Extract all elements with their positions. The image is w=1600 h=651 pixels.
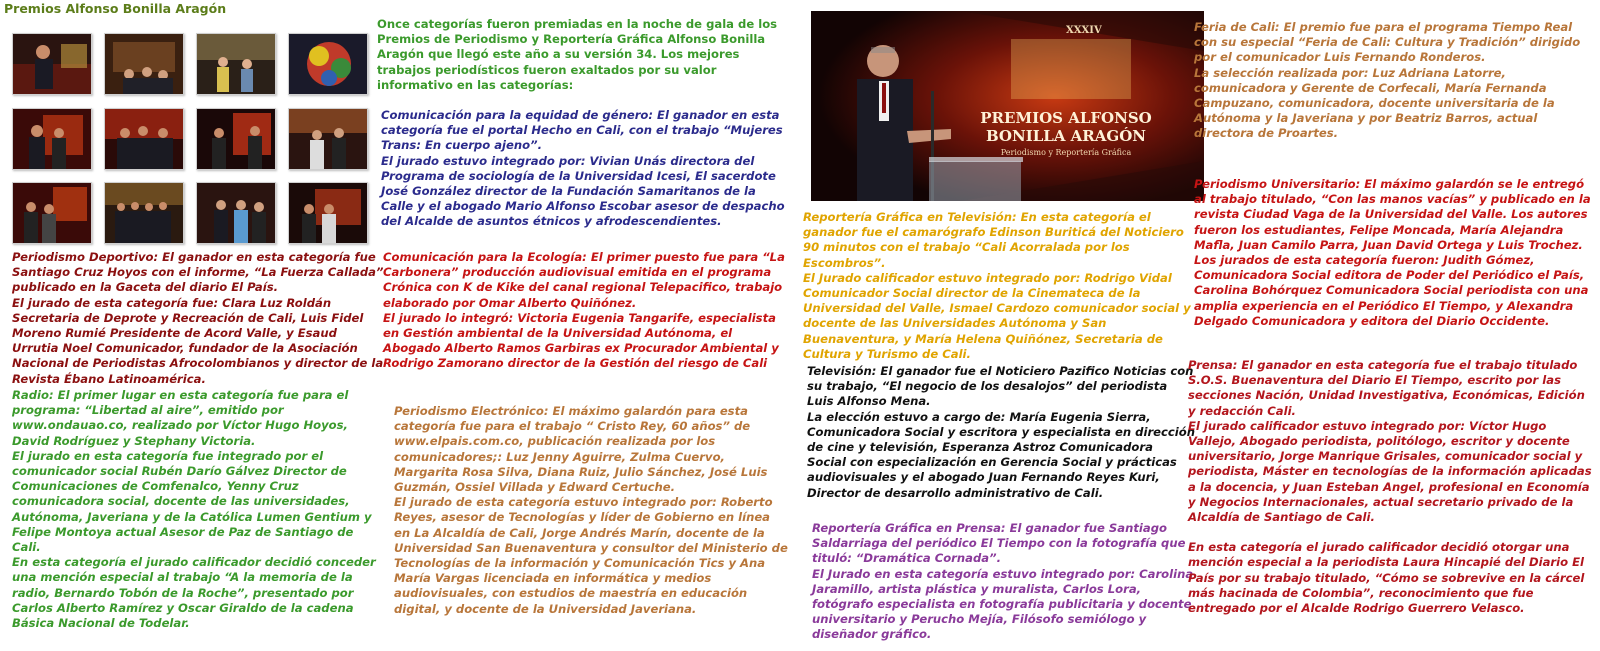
section-radio [12,388,384,631]
prensa-winner: Prensa: El ganador en esta categoría fue el trabajo titulado S.O.S. Buenaventura del Diario El Tiempo, escrito por las secciones Nación, Unidad Investigativa, Económicas, Edición y redacción Cali. [1188,358,1585,418]
universitario-text: Periodismo Universitario: El máximo galardón se le entregó al trabajo titulado, “Con las manos vacías” y publicado en la revista Ciudad Vaga de la Universidad del Valle. Los autores fueron los estudiantes, Felipe Moncada, María Alejandra Mafla, Juan Camilo Parra, Juan David Ortega y Luis Trochez. Los jurados de esta categoría fueron: Judith Gómez, Comunicadora Social editora de Poder del Periódico el País, Carolina Bohórquez Comunicadora Social periodista con una amplia experiencia en el Periódico El Tiempo, y Alexandra Delgado Comunicadora y editora del Diario Occidente. [1194,177,1591,328]
section-television [807,364,1195,501]
hero-line-1: PREMIOS ALFONSO [980,109,1152,127]
hero-line-2: BONILLA ARAGÓN [985,127,1147,145]
gallery-photo[interactable] [104,33,184,95]
deportivo-jury: El jurado de esta categoría fue: Clara Luz Roldán Secretaria de Deprote y Recreación de Cali, Luis Fidel Moreno Rumié Presidente de Acord Valle, y Esaud Urrutia Noel Comunicador, fundador de la Asociación Nacional de Periodistas Afrocolombianos y director de la Revista Ébano Latinoamérica. [12,295,384,386]
genero-winner: Comunicación para la equidad de género: El ganador en esta categoría fue el portal Hecho en Cali, con el trabajo “Mujeres Trans: En cuerpo ajeno”. [381,108,783,153]
tv-grafica-jury: El Jurado calificador estuvo integrado por: Rodrigo Vidal Comunicador Social director de la Cinemateca de la Universidad del Valle, Ismael Cardozo comunicador social y docente de las Universidades Autónoma y San Buenaventura, y María Helena Quiñónez, Secretaria de Cultura y Turismo de Cali. [803,270,1191,361]
electronico-jury: El jurado de esta categoría estuvo integrado por: Roberto Reyes, asesor de Tecnologías y líder de Gobierno en línea en La Alcaldía de Cali, Jorge Andrés Marín, docente de la Universidad San Buenaventura y consultor del Ministerio de Tecnologías de la información y Comunicación Tics y Ana María Vargas licenciada en informática y medios audiovisuales, con estudios de maestría en educación digital, y docente de la Universidad Javeriana. [394,495,788,616]
gallery-photo[interactable] [196,108,276,170]
gallery-photo[interactable] [12,33,92,95]
section-prensa [1188,358,1594,616]
television-winner: Televisión: El ganador fue el Noticiero Pazifico Noticias con su trabajo, “El negocio de los desalojos” del periodista Luis Alfonso Mena. [807,364,1194,409]
genero-jury: El jurado estuvo integrado por: Vivian Unás directora del Programa de sociología de la Universidad Icesi, El sacerdote José González director de la Fundación Samaritanos de la Calle y el abogado Mario Alfonso Escobar asesor de despacho del Alcalde de asuntos étnicos y afrodescendientes. [381,153,785,229]
section-ecologia [383,250,789,372]
gallery-photo[interactable] [12,108,92,170]
ecologia-jury: El jurado lo integró: Victoria Eugenia Tangarife, especialista en Gestión ambiental de la Universidad Autónoma, el Abogado Alberto Ramos Garbiras ex Procurador Ambiental y Rodrigo Zamorano director de la Gestión del riesgo de Cali [383,310,779,371]
intro-paragraph [377,17,789,93]
section-deportivo [12,250,384,387]
gallery-photo[interactable] [104,108,184,170]
tv-grafica-winner: Reportería Gráfica en Televisión: En esta categoría el ganador fue el camarógrafo Edinson Buriticá del Noticiero 90 minutos con el trabajo “Cali Acorralada por los Escombros”. [803,210,1184,270]
hero-line-3: Periodismo y Reportería Gráfica [1000,148,1132,157]
prensa-spacer [1188,525,1594,540]
television-jury: La elección estuvo a cargo de: María Eugenia Sierra, Comunicadora Social y escritora y especialista en dirección de cine y televisión, Esperanza Astroz Comunicadora Social con especialización en Gerencia Social y prácticas audiovisuales y el abogado Juan Fernando Reyes Kuri, Director de desarrollo administrativo de Cali. [807,409,1195,500]
ecologia-winner: Comunicación para la Ecología: El primer puesto fue para “La Carbonera” producción audiovisual emitida en el programa Crónica con K de Kike del canal regional Telepacifico, trabajo elaborado por Omar Alberto Quiñónez. [383,250,785,310]
section-electronico [394,404,789,617]
hero-edition: XXXIV [1066,25,1102,36]
section-prensa-grafica [812,521,1195,643]
feria-winner: Feria de Cali: El premio fue para el programa Tiempo Real con su especial “Feria de Cali: Cultura y Tradición” dirigido por el comunicador Luis Fernando Ronderos. [1194,20,1581,65]
radio-mention: En esta categoría el jurado calificador decidió conceder una mención especial al trabajo “A la memoria de la radio, Bernardo Tobón de la Roche”, presentado por Carlos Alberto Ramírez y Oscar Giraldo de la cadena Básica Nacional de Todelar. [12,555,376,631]
gallery-photo[interactable] [104,182,184,244]
feria-jury: La selección realizada por: Luz Adriana Latorre, comunicadora y Gerente de Corfecali, María Fernanda Campuzano, comunicadora, docente universitaria de la Autónoma y la Javeriana y por Beatriz Barros, actual directora de Proartes. [1194,65,1555,141]
gallery-photo[interactable] [196,33,276,95]
prensa-mention: En esta categoría el jurado calificador decidió otorgar una mención especial a la periodista Laura Hincapié del Diario El País por su trabajo titulado, “Cómo se sobrevive en la cárcel más hacinada de Colombia”, reconocimiento que fue entregado por el Alcalde Rodrigo Guerrero Velasco. [1188,540,1585,616]
radio-jury: El jurado en esta categoría fue integrado por el comunicador social Rubén Darío Gálvez Director de Comunicaciones de Comfenalco, Yenny Cruz comunicadora social, docente de las universidades, Autónoma, Javeriana y de la Católica Lumen Gentium y Felipe Montoya actual Asesor de Paz de Santiago de Cali. [12,448,372,555]
radio-winner: Radio: El primer lugar en esta categoría fue para el programa: “Libertad al aire”, emitido por www.ondauao.co, realizado por Víctor Hugo Hoyos, David Rodríguez y Stephany Victoria. [12,388,349,448]
section-universitario [1194,177,1594,329]
electronico-winner: Periodismo Electrónico: El máximo galardón para esta categoría fue para el trabajo “ Cristo Rey, 60 años” de www.elpais.com.co, publicación realizada por los comunicadores;: Luz Jenny Aguirre, Zulma Cuervo, Margarita Rosa Silva, Diana Ruiz, Julio Sánchez, José Luis Guzmán, Ossiel Villada y Edward Certuche. [394,404,768,495]
page-title: Premios Alfonso Bonilla Aragón [4,1,227,16]
section-feria [1194,20,1594,142]
gallery-photo[interactable] [196,182,276,244]
hero-photo[interactable] [811,11,1204,201]
prensa-grafica-winner: Reportería Gráfica en Prensa: El ganador fue Santiago Saldarriaga del periódico El Tiempo con la fotografía que tituló: “Dramática Cornada”. [812,521,1186,566]
gallery-photo[interactable] [288,182,368,244]
deportivo-winner: Periodismo Deportivo: El ganador en esta categoría fue Santiago Cruz Hoyos con el informe, “La Fuerza Callada” publicado en la Gaceta del diario El País. [12,250,384,295]
intro-text: Once categorías fueron premiadas en la noche de gala de los Premios de Periodismo y Reportería Gráfica Alfonso Bonilla Aragón que llegó este año a su versión 34. Los mejores trabajos periodísticos fueron exaltados por su valor informativo en las categorías: [377,17,778,92]
prensa-jury: El jurado calificador estuvo integrado por: Víctor Hugo Vallejo, Abogado periodista, politólogo, escritor y docente universitario, Jorge Manrique Grisales, comunicador social y periodista, Máster en tecnologías de la información aplicadas a la docencia, y Juan Esteban Angel, profesional en Economía y Negocios Internacionales, actual secretario privado de la Alcaldía de Santiago de Cali. [1188,418,1592,525]
gallery-photo[interactable] [288,108,368,170]
section-tv-grafica [803,210,1195,362]
section-genero [381,108,789,230]
prensa-grafica-jury: El Jurado en esta categoría estuvo integrado por: Carolina Jaramillo, artista plástica y muralista, Carlos Lora, fotógrafo especialista en fotografía publicitaria y docente universitario y Perucho Mejía, Filósofo semiólogo y diseñador gráfico. [812,566,1194,642]
gallery-photo[interactable] [12,182,92,244]
gallery-photo[interactable] [288,33,368,95]
